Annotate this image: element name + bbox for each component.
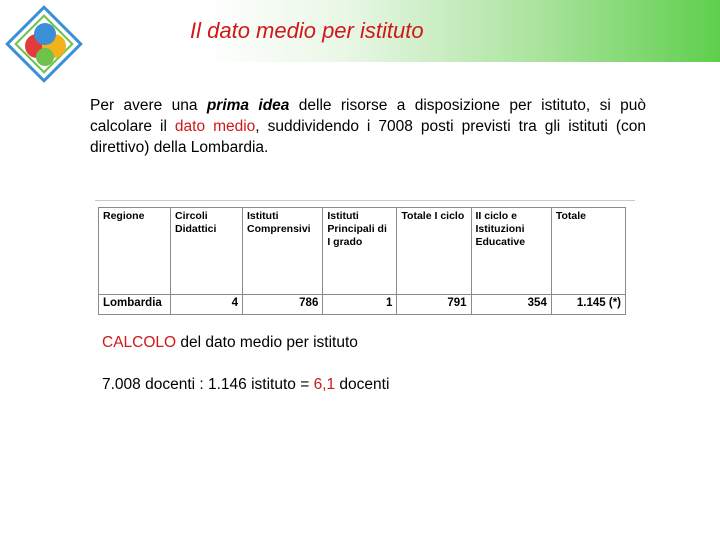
calc-unit: docenti	[335, 376, 390, 393]
page-title: Il dato medio per istituto	[190, 18, 424, 43]
data-table	[98, 207, 626, 315]
intro-text-3: , suddividendo i 7008 posti previsti tra gli istituti (con direttivo) della Lombardia.	[90, 118, 647, 156]
intro-emphasis: prima idea	[206, 97, 290, 114]
logo-icon	[0, 0, 96, 96]
calc-formula-text: 7.008 docenti : 1.146 istituto =	[102, 376, 314, 393]
calc-formula	[102, 376, 389, 394]
intro-text-2: delle risorse a disposizione per istituto, si può calcolare il	[90, 97, 646, 135]
column-header: Circoli Didattici	[171, 208, 243, 295]
table-header-row	[99, 208, 626, 295]
table-cell: 786	[243, 295, 323, 315]
table-cell: 4	[171, 295, 243, 315]
column-header: II ciclo e Istituzioni Educative	[471, 208, 551, 295]
calc-title-highlight: CALCOLO	[102, 334, 177, 351]
column-header: Istituti Principali di I grado	[323, 208, 397, 295]
calc-result: 6,1	[313, 376, 336, 393]
calc-title-rest: del dato medio per istituto	[176, 334, 358, 351]
table-cell: 791	[397, 295, 471, 315]
column-header: Totale I ciclo	[397, 208, 471, 295]
table-row	[99, 295, 626, 315]
column-header: Regione	[99, 208, 171, 295]
table-container	[95, 200, 635, 323]
column-header: Totale	[551, 208, 625, 295]
table-cell: 1	[323, 295, 397, 315]
calc-title	[102, 334, 358, 352]
table-cell: Lombardia	[99, 295, 171, 315]
table-cell: 354	[471, 295, 551, 315]
table-cell: 1.145 (*)	[551, 295, 625, 315]
intro-paragraph	[90, 95, 646, 158]
intro-highlight: dato medio	[174, 118, 256, 135]
intro-text-1: Per avere una	[90, 97, 207, 114]
column-header: Istituti Comprensivi	[243, 208, 323, 295]
